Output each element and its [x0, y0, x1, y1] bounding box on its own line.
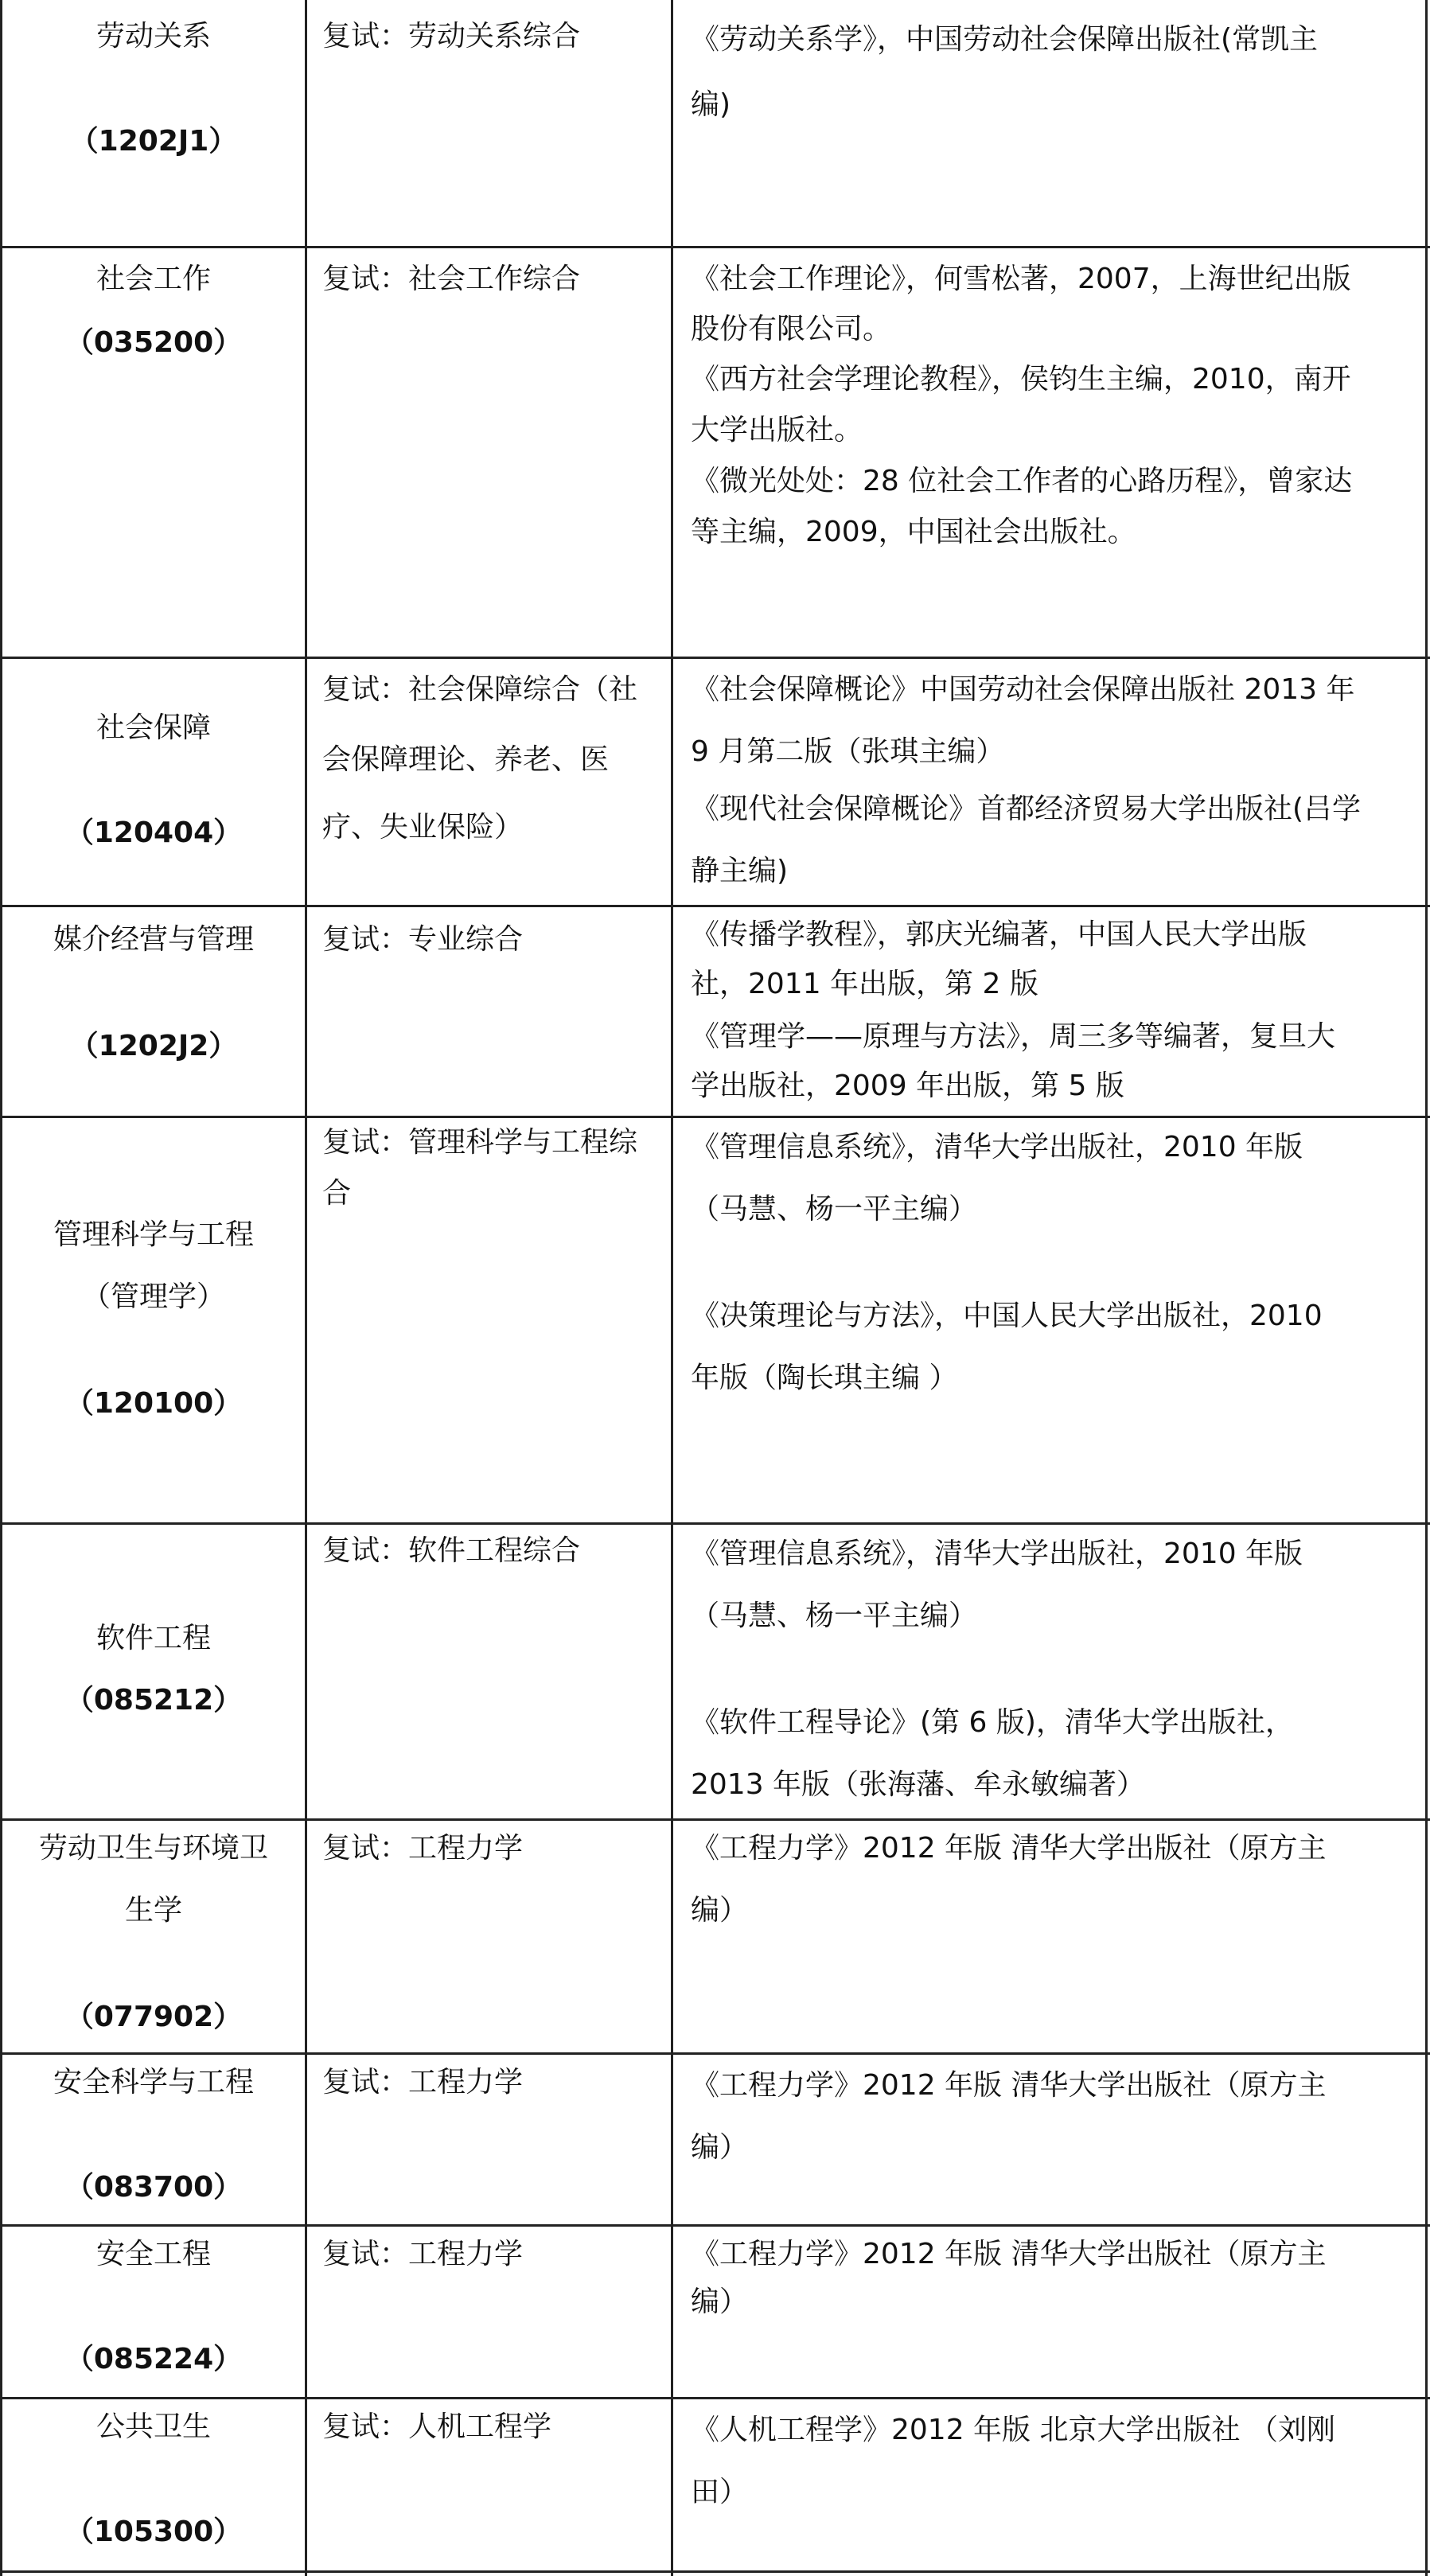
- major-name: 社会工作: [95, 263, 211, 295]
- book-line: 编）: [691, 2286, 749, 2318]
- exam-line: 复试：社会工作综合: [322, 263, 581, 295]
- book-line: 年版（陶长琪主编 ）: [691, 1362, 958, 1394]
- major-name: 媒介经营与管理: [53, 923, 254, 956]
- row-divider: [0, 1116, 1430, 1118]
- book-line: （马慧、杨一平主编）: [691, 1193, 978, 1226]
- major-code: （077902）: [64, 2001, 243, 2033]
- book-line: 《社会工作理论》，何雪松著，2007，上海世纪出版: [691, 263, 1351, 295]
- major-name: 劳动卫生与环境卫: [38, 1832, 268, 1865]
- row-divider: [0, 905, 1430, 907]
- book-line: 《决策理论与方法》，中国人民大学出版社，2010: [691, 1300, 1323, 1332]
- major-code: （120404）: [64, 816, 243, 849]
- exam-line: 复试：专业综合: [322, 923, 524, 956]
- row-divider: [0, 2224, 1430, 2227]
- row-divider: [0, 657, 1430, 659]
- major-subtitle: （管理学）: [81, 1280, 225, 1313]
- major-code: （035200）: [64, 326, 243, 359]
- book-line: 《工程力学》2012 年版 清华大学出版社（原方主: [691, 1832, 1327, 1865]
- major-name: 管理科学与工程: [53, 1218, 254, 1251]
- book-line: 2013 年版（张海藩、牟永敏编著）: [691, 1768, 1146, 1801]
- book-line: 《传播学教程》，郭庆光编著，中国人民大学出版: [691, 918, 1307, 951]
- row-divider: [0, 246, 1430, 248]
- major-name-cont: 生学: [124, 1894, 182, 1927]
- book-line: 《工程力学》2012 年版 清华大学出版社（原方主: [691, 2238, 1327, 2270]
- book-line: 等主编，2009，中国社会出版社。: [691, 516, 1136, 548]
- book-line: 编）: [691, 1894, 749, 1927]
- book-line: 《工程力学》2012 年版 清华大学出版社（原方主: [691, 2069, 1327, 2102]
- major-code: （120100）: [64, 1387, 243, 1420]
- book-line: （马慧、杨一平主编）: [691, 1600, 978, 1632]
- book-line: 《管理信息系统》，清华大学出版社，2010 年版: [691, 1131, 1303, 1163]
- table-border-col2: [671, 0, 673, 2576]
- exam-line: 复试：管理科学与工程综: [322, 1126, 638, 1159]
- book-line: 社，2011 年出版，第 2 版: [691, 968, 1038, 1000]
- book-line: 《现代社会保障概论》首都经济贸易大学出版社(吕学: [691, 793, 1362, 825]
- book-line: 田）: [691, 2476, 749, 2508]
- major-code: （1202J2）: [69, 1030, 238, 1062]
- book-line: 大学出版社。: [691, 414, 863, 446]
- book-line: 编): [691, 88, 731, 121]
- row-divider: [0, 1818, 1430, 1821]
- row-divider: [0, 1522, 1430, 1525]
- book-line: 《管理信息系统》，清华大学出版社，2010 年版: [691, 1537, 1303, 1570]
- book-line: 《软件工程导论》(第 6 版)，清华大学出版社，: [691, 1706, 1294, 1739]
- exam-line: 复试：社会保障综合（社: [322, 673, 638, 706]
- table-border-right: [1425, 0, 1428, 2576]
- exam-line: 疗、失业保险）: [322, 811, 524, 844]
- exam-line: 复试：人机工程学: [322, 2410, 552, 2443]
- book-line: 编）: [691, 2131, 749, 2164]
- exam-line: 复试：工程力学: [322, 2066, 524, 2099]
- major-name: 软件工程: [95, 1622, 211, 1654]
- major-code: （083700）: [64, 2171, 243, 2204]
- row-divider: [0, 2052, 1430, 2055]
- major-name: 公共卫生: [95, 2410, 211, 2443]
- book-line: 《劳动关系学》，中国劳动社会保障出版社(常凯主: [691, 23, 1319, 56]
- book-line: 《社会保障概论》中国劳动社会保障出版社 2013 年: [691, 673, 1355, 706]
- book-line: 学出版社，2009 年出版，第 5 版: [691, 1070, 1124, 1102]
- book-line: 《西方社会学理论教程》，侯钧生主编，2010，南开: [691, 363, 1351, 396]
- major-name: 劳动关系: [95, 20, 211, 53]
- major-code: （085224）: [64, 2343, 243, 2375]
- major-code: （105300）: [64, 2516, 243, 2548]
- major-code: （085212）: [64, 1684, 243, 1717]
- exam-line: 复试：工程力学: [322, 2238, 524, 2270]
- exam-line: 复试：软件工程综合: [322, 1534, 581, 1567]
- row-divider: [0, 2397, 1430, 2399]
- book-line: 《管理学——原理与方法》，周三多等编著，复旦大: [691, 1020, 1336, 1053]
- major-name: 社会保障: [95, 711, 211, 744]
- exam-line: 复试：工程力学: [322, 1832, 524, 1865]
- table-border-col1: [305, 0, 307, 2576]
- table-border-left: [0, 0, 2, 2576]
- exam-line: 会保障理论、养老、医: [322, 743, 610, 776]
- major-name: 安全科学与工程: [53, 2066, 254, 2099]
- exam-line: 复试：劳动关系综合: [322, 20, 581, 53]
- exam-line: 合: [322, 1177, 352, 1210]
- table-border-bottom: [0, 2570, 1430, 2573]
- book-line: 《人机工程学》2012 年版 北京大学出版社 （刘刚: [691, 2414, 1335, 2446]
- book-line: 《微光处处：28 位社会工作者的心路历程》，曾家达: [691, 465, 1353, 497]
- major-code: （1202J1）: [69, 125, 238, 158]
- major-name: 安全工程: [95, 2238, 211, 2270]
- book-line: 股份有限公司。: [691, 313, 892, 345]
- book-line: 静主编): [691, 855, 789, 887]
- book-line: 9 月第二版（张琪主编）: [691, 735, 1005, 768]
